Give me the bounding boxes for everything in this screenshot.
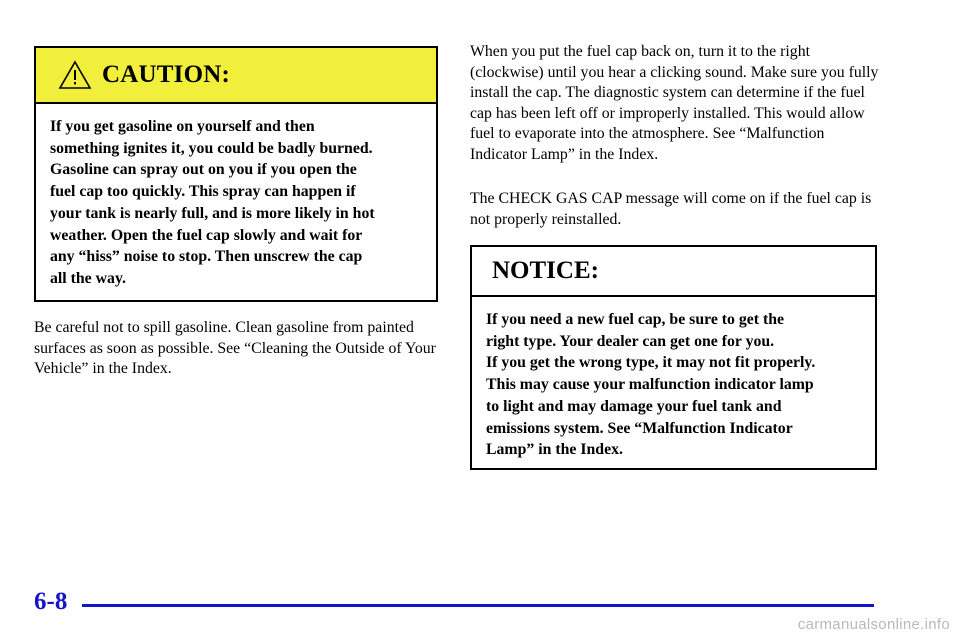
notice-line: Lamp” in the Index.	[486, 441, 623, 459]
caution-title: CAUTION:	[102, 61, 230, 88]
caution-line: your tank is nearly full, and is more likely in hot	[50, 204, 375, 222]
notice-line: right type. Your dealer can get one for you.	[486, 332, 775, 350]
caution-line: If you get gasoline on yourself and then	[50, 118, 315, 135]
caution-box	[34, 46, 438, 302]
notice-line: emissions system. See “Malfunction Indicator	[486, 419, 793, 437]
caution-line: any “hiss” noise to stop. Then unscrew the cap	[50, 248, 363, 266]
check-gas-cap-paragraph: The CHECK GAS CAP message will come on if the fuel cap is not properly reinstalled.	[470, 190, 872, 228]
notice-line: If you need a new fuel cap, be sure to get the	[486, 311, 785, 328]
notice-text	[472, 297, 875, 461]
spill-paragraph: Be careful not to spill gasoline. Clean gasoline from painted surfaces as soon as possible. See “Cleaning the Outside of Your Vehicle” in the Index.	[34, 319, 436, 377]
fuel-cap-paragraph: When you put the fuel cap back on, turn it to the right (clockwise) until you hear a clicking sound. Make sure you fully install the cap. The diagnostic system can determine if the fuel cap has been left off or improperly installed. This would allow fuel to evaporate into the atmosphere. See “Malfunction Indicator Lamp” in the Index.	[470, 43, 879, 163]
notice-title: NOTICE:	[492, 257, 599, 284]
caution-text	[36, 104, 436, 290]
notice-line: to light and may damage your fuel tank and	[486, 397, 782, 415]
caution-line: Gasoline can spray out on you if you open the	[50, 161, 357, 179]
page-number: 6-8	[34, 588, 68, 615]
caution-header	[36, 48, 436, 104]
notice-box	[470, 245, 877, 470]
warning-triangle-icon	[58, 60, 92, 90]
caution-line: fuel cap too quickly. This spray can happen if	[50, 183, 356, 201]
caution-line: all the way.	[50, 269, 126, 287]
footer-rule	[82, 604, 874, 607]
notice-line: This may cause your malfunction indicator lamp	[486, 376, 814, 394]
notice-header	[472, 247, 875, 297]
caution-line: something ignites it, you could be badly burned.	[50, 139, 373, 157]
watermark: carmanualsonline.info	[797, 616, 950, 633]
caution-line: weather. Open the fuel cap slowly and wait for	[50, 226, 363, 244]
notice-line: If you get the wrong type, it may not fit properly.	[486, 354, 816, 372]
